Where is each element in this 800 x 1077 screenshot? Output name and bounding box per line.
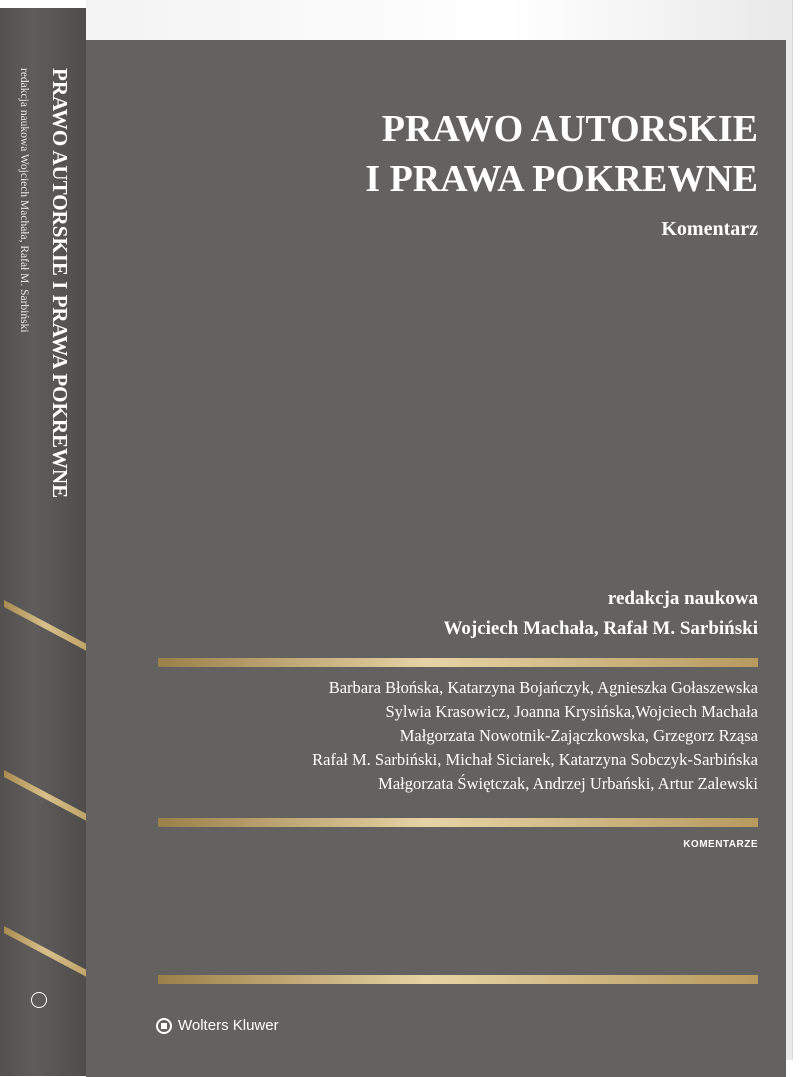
spine-title: PRAWO AUTORSKIE I PRAWA POKREWNE [48, 68, 72, 499]
editors-names: Wojciech Machała, Rafał M. Sarbiński [443, 618, 758, 639]
editors-label: redakcja naukowa [607, 588, 758, 609]
authors-line: Sylwia Krasowicz, Joanna Krysińska,Wojciech Machała [385, 702, 758, 721]
authors-line: Małgorzata Nowotnik-Zajączkowska, Grzegorz Rząsa [399, 726, 758, 745]
book-subtitle: Komentarz [661, 218, 758, 240]
spine-logo-icon [31, 992, 47, 1008]
wolters-kluwer-logo-icon [156, 1018, 172, 1034]
title-line-1: PRAWO AUTORSKIE [381, 108, 758, 150]
book-cover [86, 40, 786, 1077]
gold-divider-middle [158, 818, 758, 827]
book-spine [0, 8, 86, 1076]
title-line-2: I PRAWA POKREWNE [365, 158, 758, 200]
spine-gold-band [4, 770, 86, 821]
gold-divider-top [158, 658, 758, 667]
spine-authors: redakcja naukowa Wojciech Machała, Rafał M. Sarbiński [18, 68, 30, 333]
series-label: KOMENTARZE [683, 839, 758, 850]
authors-line: Małgorzata Świętczak, Andrzej Urbański, Artur Zalewski [378, 774, 758, 793]
gold-divider-bottom [158, 975, 758, 984]
authors-line: Rafał M. Sarbiński, Michał Siciarek, Katarzyna Sobczyk-Sarbińska [312, 750, 758, 769]
authors-list [312, 676, 758, 796]
book-title [365, 104, 758, 204]
spine-gold-band [4, 926, 86, 977]
spine-gold-band [4, 600, 86, 651]
publisher-name: Wolters Kluwer [178, 1017, 279, 1034]
publisher [156, 1017, 279, 1034]
authors-line: Barbara Błońska, Katarzyna Bojańczyk, Agnieszka Gołaszewska [328, 678, 758, 697]
